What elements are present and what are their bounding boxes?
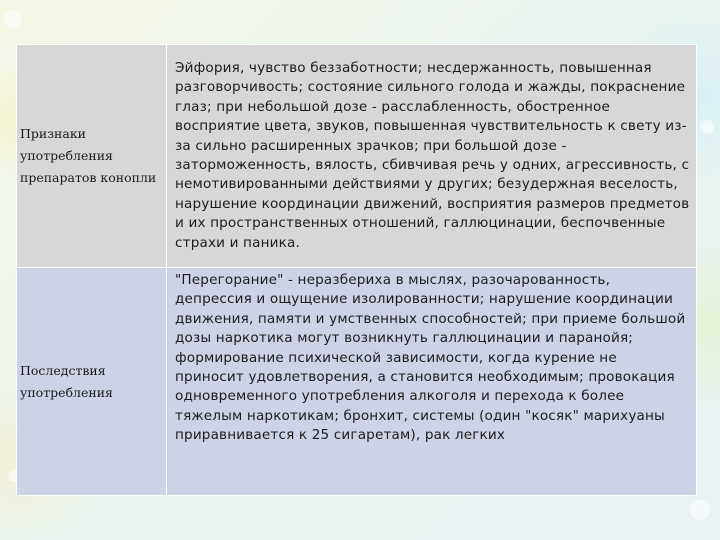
row-text: Эйфория, чувство беззаботности; несдержанность, повышенная разговорчивость; состояние сильного голода и жажды, покраснение глаз; при небольшой дозе - расслабленность, обостренное восприятие цвета, звуков, повышенная чувствительность к свету из-за сильно расширенных зрачков; при большой дозе - заторможенность, вялость, сбивчивая речь у одних, агрессивность, с немотивированными действиями у других; безудержная веселость, нарушение координации движений, восприятия размеров предметов и их пространственных отношений, галлюцинации, беспочвенные страхи и паника. <box>167 45 697 268</box>
row-label: Последствия употребления <box>17 268 167 496</box>
background-bubble <box>700 120 714 134</box>
background-bubble <box>4 10 22 28</box>
table-row <box>17 45 697 268</box>
info-table <box>16 44 697 496</box>
background-bubble <box>690 500 710 520</box>
table-row <box>17 268 697 496</box>
row-label: Признаки употребления препаратов конопли <box>17 45 167 268</box>
row-text: "Перегорание" - неразбериха в мыслях, разочарованность, депрессия и ощущение изолированности; нарушение координации движения, памяти и умственных способностей; при приеме большой дозы наркотика могут возникнуть галлюцинации и паранойя; формирование психической зависимости, когда курение не приносит удовлетворения, а становится необходимым; провокация одновременного употребления алкоголя и перехода к более тяжелым наркотикам; бронхит, системы (один "косяк" марихуаны приравнивается к 25 сигаретам), рак легких <box>167 268 697 496</box>
